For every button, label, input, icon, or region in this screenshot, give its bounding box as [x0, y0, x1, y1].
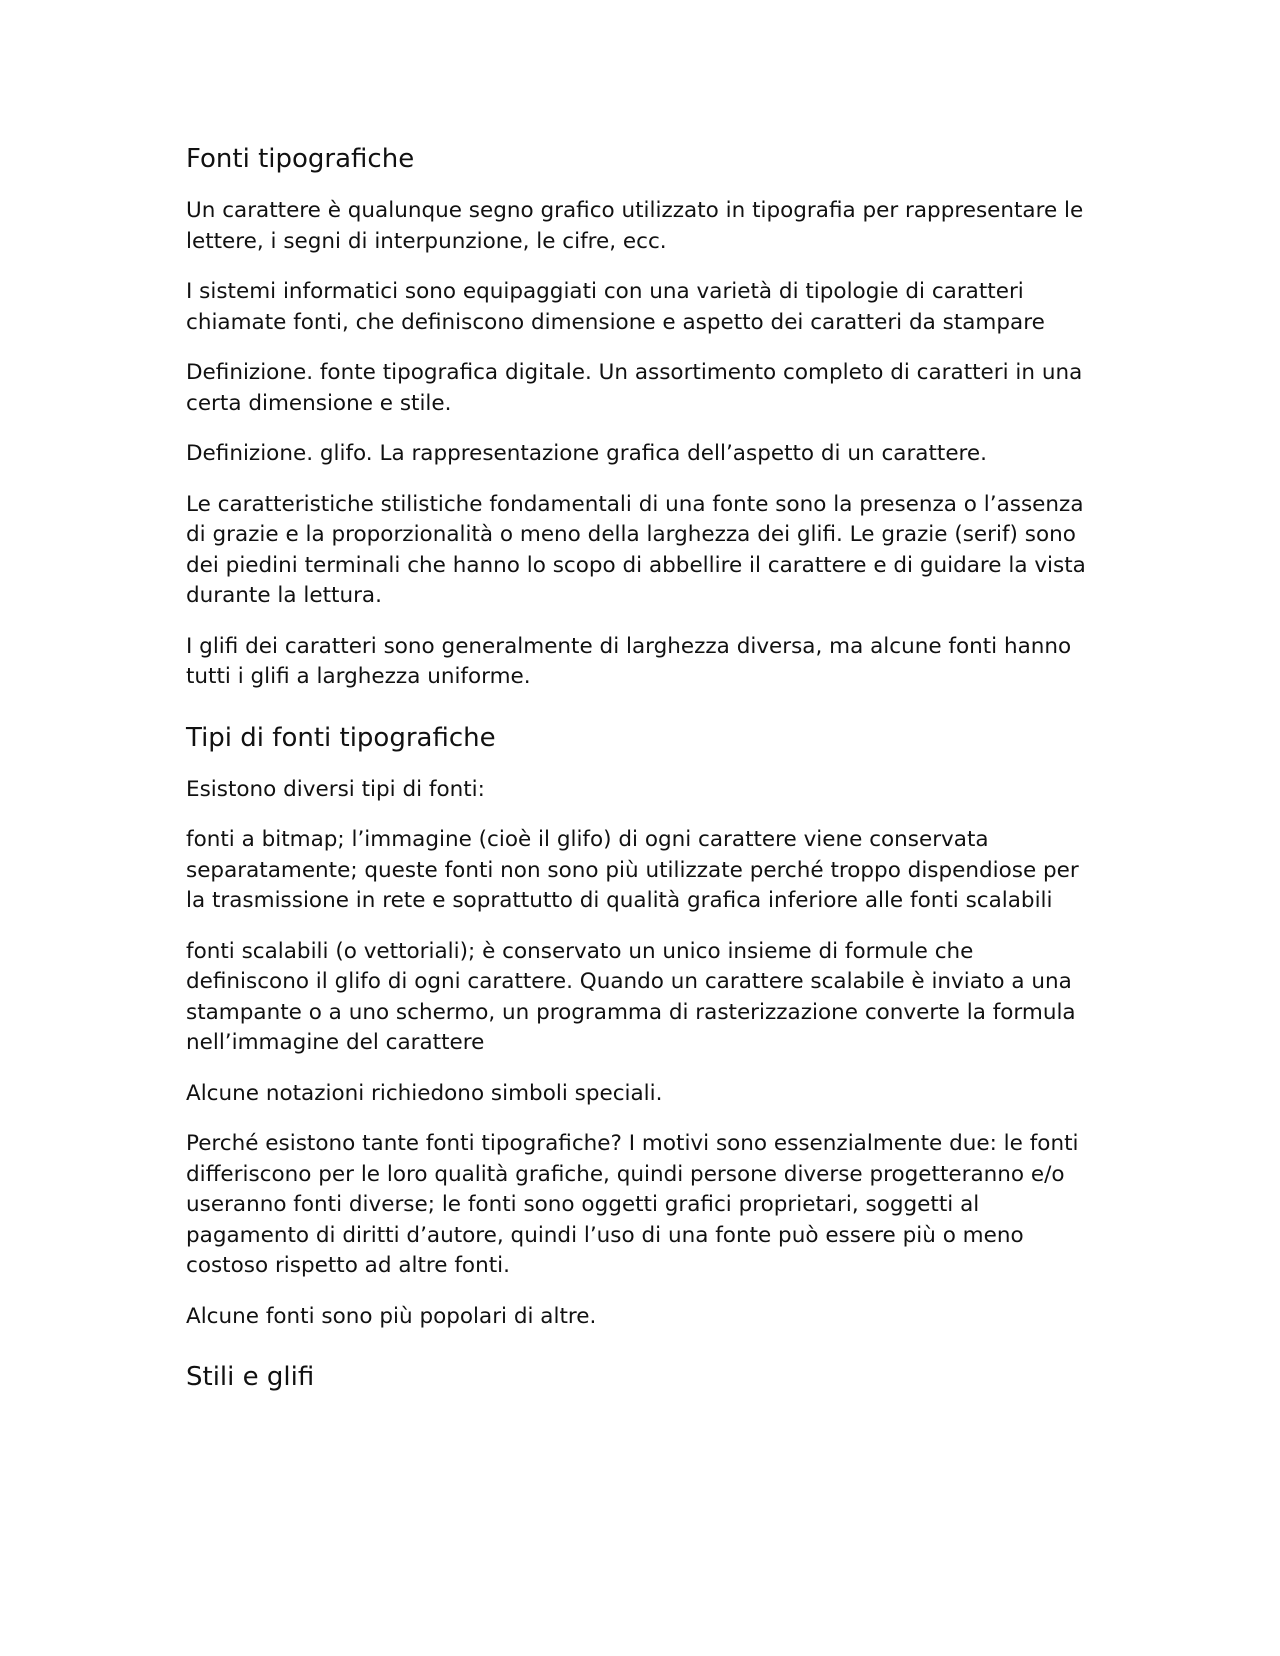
paragraph-tipi-intro: Esistono diversi tipi di fonti:: [186, 776, 485, 802]
section-heading-fonti-tipografiche: Fonti tipografiche: [186, 144, 415, 174]
paragraph-caratteristiche-stilistiche: Le caratteristiche stilistiche fondamentali di una fonte sono la presenza o l’assenza di grazie e la proporzionalità o meno della larghezza dei glifi. Le grazie (serif) sono dei piedini terminali che hanno lo scopo di abbellire il carattere e di guidare la vista durante la lettura.: [186, 491, 1086, 608]
paragraph-fonti-bitmap: fonti a bitmap; l’immagine (cioè il glifo) di ogni carattere viene conservata separatamente; queste fonti non sono più utilizzate perché troppo dispendiose per la trasmissione in rete e soprattutto di qualità grafica inferiore alle fonti scalabili: [186, 827, 1079, 913]
paragraph-fonti-scalabili: fonti scalabili (o vettoriali); è conservato un unico insieme di formule che definiscono il glifo di ogni carattere. Quando un carattere scalabile è inviato a una stampante o a uno schermo, un programma di rasterizzazione converte la formula nell’immagine del carattere: [186, 938, 1076, 1055]
section-heading-tipi-di-fonti: Tipi di fonti tipografiche: [186, 722, 496, 753]
paragraph-definizione-fonte: Definizione. fonte tipografica digitale. Un assortimento completo di caratteri in una certa dimensione e stile.: [186, 360, 1083, 416]
paragraph-sistemi-informatici: I sistemi informatici sono equipaggiati con una varietà di tipologie di caratteri chiamate fonti, che definiscono dimensione e aspetto dei caratteri da stampare: [186, 279, 1045, 335]
document-page: [186, 142, 1086, 1414]
paragraph-larghezza-glifi: I glifi dei caratteri sono generalmente di larghezza diversa, ma alcune fonti hanno tutti i glifi a larghezza uniforme.: [186, 633, 1072, 689]
paragraph-definizione-carattere: Un carattere è qualunque segno grafico utilizzato in tipografia per rappresentare le lettere, i segni di interpunzione, le cifre, ecc.: [186, 198, 1084, 254]
section-heading-stili-e-glifi: Stili e glifi: [186, 1362, 315, 1392]
paragraph-definizione-glifo: Definizione. glifo. La rappresentazione grafica dell’aspetto di un carattere.: [186, 441, 987, 466]
paragraph-perche-tante-fonti: Perché esistono tante fonti tipografiche? I motivi sono essenzialmente due: le fonti differiscono per le loro qualità grafiche, quindi persone diverse progetteranno e/o useranno fonti diverse; le fonti sono oggetti grafici proprietari, soggetti al pagamento di diritti d’autore, quindi l’uso di una fonte può essere più o meno costoso rispetto ad altre fonti.: [186, 1131, 1079, 1278]
paragraph-fonti-popolari: Alcune fonti sono più popolari di altre.: [186, 1303, 597, 1329]
paragraph-simboli-speciali: Alcune notazioni richiedono simboli speciali.: [186, 1080, 663, 1106]
